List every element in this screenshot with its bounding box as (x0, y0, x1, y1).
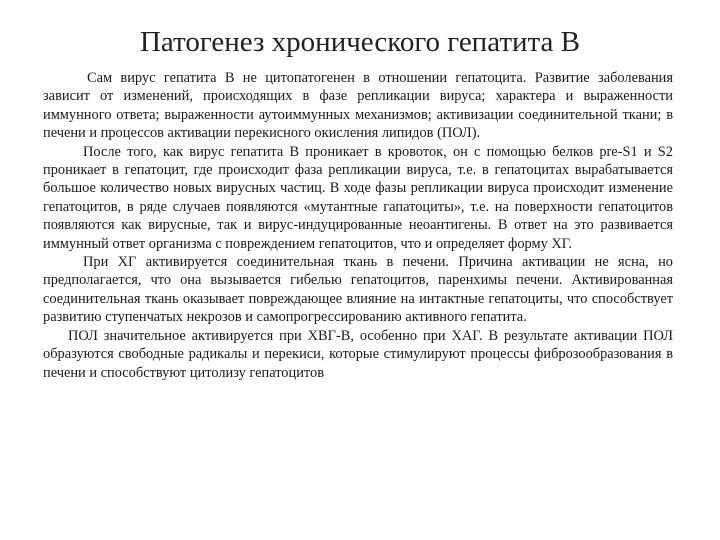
slide-body-text (43, 69, 673, 382)
paragraph-lipid-peroxidation: ПОЛ значительное активируется при ХВГ-В, особенно при ХАГ. В результате активации ПОЛ образуются свободные радикалы и перекиси, которые стимулируют процессы фиброзообразования в печени и способствуют цитолизу гепатоцитов (43, 327, 673, 381)
paragraph-connective-tissue: При ХГ активируется соединительная ткань в печени. Причина активации не ясна, но предполагается, что она вызывается гибелью гепатоцитов, паренхимы печени. Активированная соединительная ткань оказывает повреждающее влияние на интактные гепатоциты, что способствует развитию ступенчатых некрозов и самопрогрессированию активного гепатита. (43, 254, 673, 326)
paragraph-virus-not-cytopathogenic: Сам вирус гепатита В не цитопатогенен в отношении гепатоцита. Развитие заболевания зависит от изменений, происходящих в фазе репликации вируса; характера и выраженности иммунного ответа; выраженности аутоиммунных механизмов; активизации соединительной ткани; в печени и процессов активации перекисного окисления липидов (ПОЛ). (43, 70, 673, 142)
paragraph-replication-phase: После того, как вирус гепатита В проникает в кровоток, он с помощью белков pre-S1 и S2 проникает в гепатоцит, где происходит фаза репликации вируса, т.е. в гепатоцитах вырабатывается большое количество новых вирусных частиц. В ходе фазы репликации вируса происходит изменение гепатоцитов, в ряде случаев появляются «мутантные гапатоциты», т.е. на поверхности гепатоцитов появляются как вирусные, так и вирус-индуцированные неоантигены. В ответ на это развивается иммунный ответ организма с повреждением гепатоцитов, что и определяет форму ХГ. (43, 143, 673, 252)
slide-title: Патогенез хронического гепатита В (139, 26, 581, 58)
